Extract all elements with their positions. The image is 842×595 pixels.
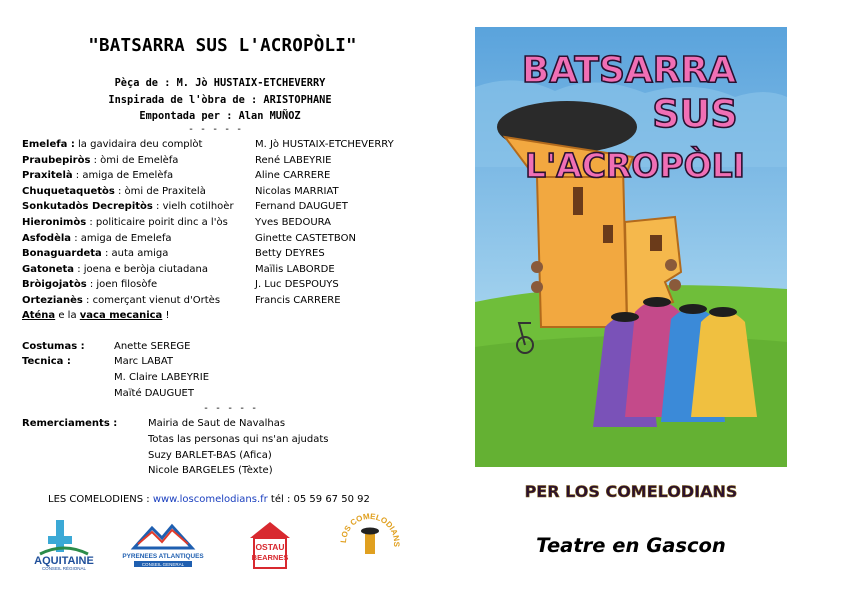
beret-shape [679,304,707,314]
role-description: : òmi de Praxitelà [114,185,206,197]
comelodians-ring-text: LOS COMELODIANS [338,512,402,548]
tech-value: M. Claire LABEYRIE [114,372,210,383]
tech-value: Marc LABAT [114,356,173,367]
website-link[interactable]: www.loscomelodians.fr [152,494,268,505]
cast-last-line: Aténa e la vaca mecanica ! [22,310,170,321]
face-shape [669,279,681,291]
beret-shape [643,297,671,307]
author-credit: Pèça de : M. Jò HUSTAIX-ETCHEVERRY [114,77,326,89]
pa-sub: CONSEIL GENERAL [141,562,185,567]
cast-role [22,186,206,198]
role-name: Sonkutadòs Decrepitòs [22,201,153,213]
beret-shape [709,307,737,317]
role-description: : amiga de Emelèfa [72,170,174,182]
thanks-item: Suzy BARLET-BAS (Afica) [148,450,272,461]
cow-role: vaca mecanica [79,310,163,321]
poster-title-line1: BATSARRA [521,50,737,91]
face-shape [531,281,543,293]
house-roof-shape [250,522,290,538]
aquitaine-sub: CONSEIL RÉGIONAL [41,566,87,571]
tech-label: Tecnica : [22,356,71,367]
pyrenees-atlantiques-logo [122,520,204,568]
cast-role [22,170,173,182]
actor-name: Maïlis LABORDE [255,263,335,275]
cast-role [22,139,202,151]
costumes-value: Anette SEREGE [114,341,191,352]
role-description: : òmi de Emelèfa [90,154,179,166]
play-title: "BATSARRA SUS L'ACROPÒLI" [88,36,357,56]
mountain-shape [134,526,192,548]
actor-name: Aline CARRERE [255,170,331,182]
role-description: : amiga de Emelefa [71,232,172,244]
tower-window [603,225,613,243]
role-name: Bròigojatòs [22,279,87,291]
actor-name: René LABEYRIE [255,154,332,166]
poster-image [475,27,787,510]
staging-credit: Empontada per : Alan MUÑOZ [139,110,301,122]
poster-title-line3: L'ACROPÒLI [525,146,745,185]
athena-role: Aténa [22,310,56,321]
separator: - - - - - [188,124,243,135]
org-name: LES COMELODIENS : [48,494,153,505]
ostau-word: OSTAU [255,542,285,552]
beret-mini-shape [361,528,379,535]
aquitaine-logo [26,516,102,570]
role-description: la gavidaira deu complòt [74,139,203,150]
cast-role [22,201,234,213]
actor-name: Fernand DAUGUET [255,201,348,213]
role-name: Praxitelà [22,170,73,182]
role-name: Praubepiròs [22,154,91,166]
thanks-item: Nicole BARGELES (Tèxte) [148,465,273,476]
role-description: : joen filosòfe [86,279,158,291]
cast-role [22,155,178,167]
role-description: : auta amiga [101,248,169,260]
role-description: : joena e beròja ciutadana [74,263,208,275]
actor-name: Francis CARRERE [255,295,341,306]
bearnes-word: BEARNES [251,553,289,562]
role-name: Hieronimòs [22,217,87,228]
costumes-label: Costumas : [22,341,85,352]
actor-name: J. Luc DESPOUYS [255,279,339,291]
cast-role [22,295,220,307]
cast-role [22,264,208,276]
comelodians-logo [338,512,402,574]
role-name: Chuquetaquetòs [22,185,115,197]
subtitle: Teatre en Gascon [536,534,726,557]
tower-window [650,235,662,251]
thanks-item: Mairia de Saut de Navalhas [148,418,286,429]
phone-number: tél : 05 59 67 50 92 [267,494,370,505]
role-name: Bonaguardeta [22,248,102,260]
role-name: Ortezianès [22,295,83,306]
actor-name: M. Jò HUSTAIX-ETCHEVERRY [255,139,394,150]
face-shape [665,259,677,271]
role-name: Gatoneta [22,263,75,275]
ostau-bearnes-logo [246,518,294,570]
poster-art [475,27,787,510]
role-description: : comerçant vienut d'Ortès [82,295,221,306]
cast-role [22,233,172,245]
thanks-item: Totas las personas qui ns'an ajudats [148,434,329,445]
role-name: Emelefa : [22,139,75,150]
pa-name: PYRENEES ATLANTIQUES [122,553,204,560]
tower-mini-shape [365,532,375,554]
thanks-label: Remerciaments : [22,418,118,429]
beret-shape [611,312,639,322]
tower-window [573,187,583,215]
actor-name: Yves BEDOURA [255,217,332,228]
poster-bottom-text: PER LOS COMELODIANS [524,482,738,501]
aquitaine-name: AQUITAINE [34,555,94,567]
tech-value: Maïté DAUGUET [114,388,194,399]
role-description: : politicaire poirit dinc a l'òs [86,217,228,228]
separator: - - - - - [203,403,258,414]
cast-role [22,279,157,291]
role-description: : vielh cotilhoèr [152,201,234,213]
actor-name: Ginette CASTETBON [255,232,356,244]
contact-footer [48,494,370,505]
face-shape [531,261,543,273]
cast-role [22,217,228,229]
inspiration-credit: Inspirada de l'òbra de : ARISTOPHANE [108,94,332,106]
poster-title-line2: SUS [652,92,738,136]
actor-name: Nicolas MARRIAT [255,185,339,197]
cast-role [22,248,168,260]
role-name: Asfodèla [22,232,72,244]
actor-name: Betty DEYRES [255,248,325,260]
